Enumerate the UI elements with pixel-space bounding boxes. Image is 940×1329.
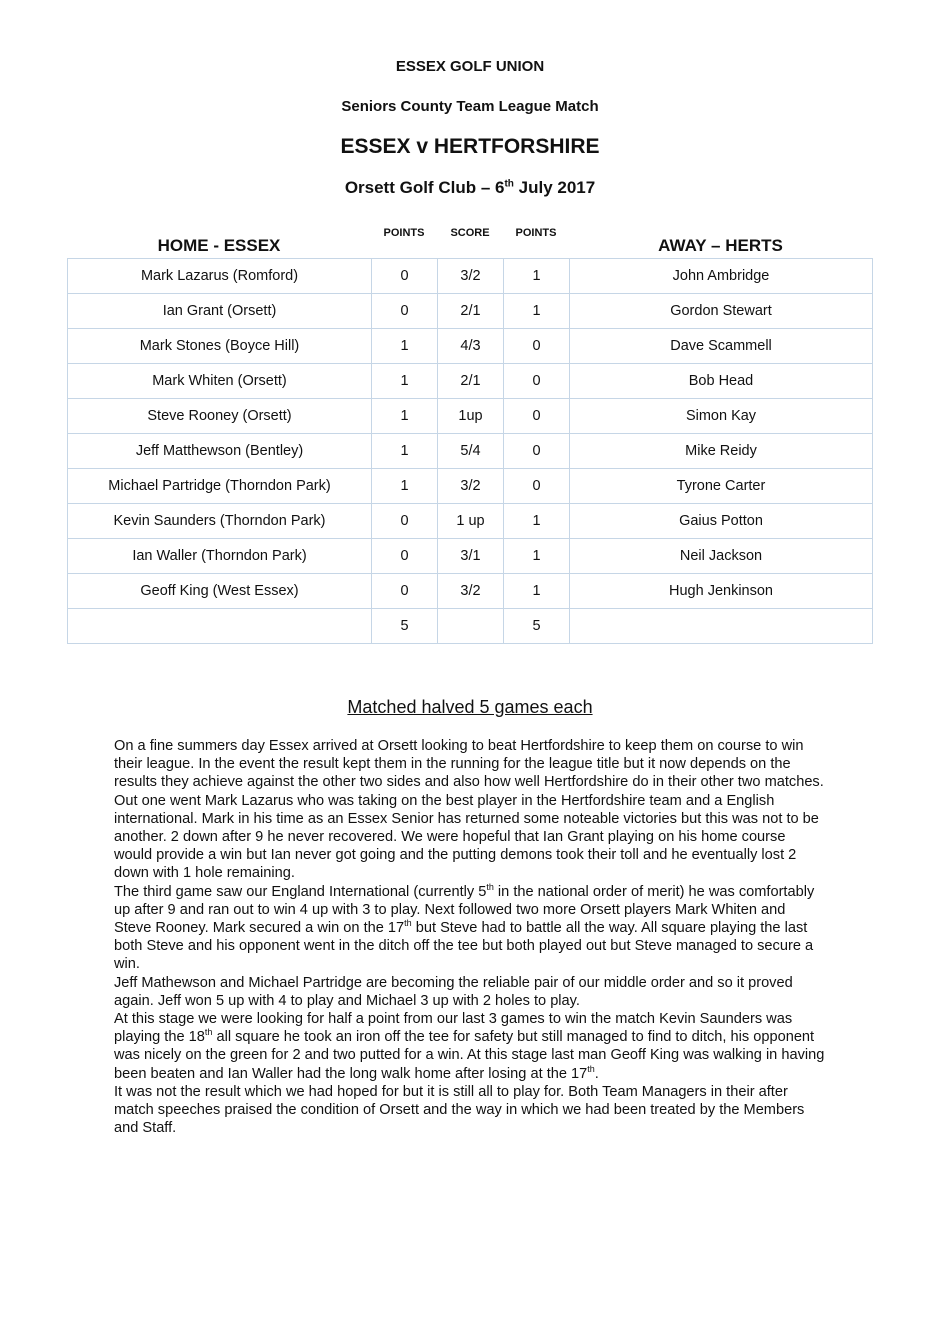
score-cell: 1 up	[438, 504, 504, 539]
ordinal-suffix: th	[204, 1027, 213, 1038]
score-cell	[438, 609, 504, 644]
away-points-cell: 0	[504, 329, 570, 364]
away-points-cell: 0	[504, 364, 570, 399]
report-text: The third game saw our England International (currently 5	[114, 883, 487, 900]
report-paragraph	[114, 1010, 826, 1083]
home-points-heading: POINTS	[383, 227, 425, 239]
ordinal-suffix: th	[404, 918, 412, 929]
results-table	[67, 258, 873, 644]
report-text: in the national order of merit) he was comfortably up after 9 and ran out to win 4 up with 3 to play. Next followed two more Orsett players Mark Whiten and Steve Rooney. Mark secured a win on the 17	[114, 883, 815, 937]
match-summary: Matched halved 5 games each	[347, 697, 593, 717]
home-player-cell: Mark Whiten (Orsett)	[68, 364, 372, 399]
away-points-cell: 0	[504, 399, 570, 434]
away-heading: AWAY – HERTS	[658, 236, 783, 255]
score-cell: 3/1	[438, 539, 504, 574]
score-cell: 3/2	[438, 259, 504, 294]
away-player-cell: Mike Reidy	[570, 434, 873, 469]
score-cell: 1up	[438, 399, 504, 434]
home-points-cell: 0	[372, 259, 438, 294]
table-row	[68, 259, 873, 294]
score-cell: 4/3	[438, 329, 504, 364]
home-points-cell: 0	[372, 574, 438, 609]
score-heading: SCORE	[450, 227, 490, 239]
home-player-cell: Michael Partridge (Thorndon Park)	[68, 469, 372, 504]
home-player-cell: Mark Lazarus (Romford)	[68, 259, 372, 294]
table-row	[68, 399, 873, 434]
home-points-cell: 0	[372, 539, 438, 574]
away-points-cell: 5	[504, 609, 570, 644]
score-cell: 2/1	[438, 294, 504, 329]
away-points-heading: POINTS	[515, 227, 557, 239]
score-cell: 5/4	[438, 434, 504, 469]
report-text: but Steve had to battle all the way. All square playing the last both Steve and his opponent went in the ditch off the tee but both played out but Steve managed to secure a win.	[114, 920, 814, 973]
away-player-cell: Simon Kay	[570, 399, 873, 434]
away-player-cell: Tyrone Carter	[570, 469, 873, 504]
away-player-cell: John Ambridge	[570, 259, 873, 294]
away-points-cell: 1	[504, 574, 570, 609]
fixture-title: ESSEX v HERTFORSHIRE	[340, 135, 600, 158]
table-row	[68, 539, 873, 574]
away-player-cell	[570, 609, 873, 644]
report-paragraph	[114, 883, 826, 974]
home-player-cell: Ian Grant (Orsett)	[68, 294, 372, 329]
venue-sup: th	[504, 178, 514, 190]
away-points-cell: 1	[504, 259, 570, 294]
competition-title: Seniors County Team League Match	[341, 98, 599, 115]
venue-prefix: Orsett Golf Club – 6	[344, 178, 505, 197]
union-title: ESSEX GOLF UNION	[395, 58, 545, 75]
away-points-cell: 1	[504, 294, 570, 329]
score-cell: 3/2	[438, 574, 504, 609]
home-player-cell: Jeff Matthewson (Bentley)	[68, 434, 372, 469]
away-points-cell: 0	[504, 469, 570, 504]
home-points-cell: 0	[372, 294, 438, 329]
home-player-cell: Ian Waller (Thorndon Park)	[68, 539, 372, 574]
table-row	[68, 434, 873, 469]
table-row	[68, 469, 873, 504]
report-paragraph: Jeff Mathewson and Michael Partridge are becoming the reliable pair of our middle order and so it proved again. Jeff won 5 up with 4 to play and Michael 3 up with 2 holes to play.	[114, 974, 793, 1009]
away-points-cell: 1	[504, 539, 570, 574]
ordinal-suffix: th	[486, 881, 494, 892]
report-paragraph: It was not the result which we had hoped for but it is still all to play for. Both Team Managers in their after match speeches praised the condition of Orsett and the way in which we had been treated by the Members and Staff.	[114, 1083, 805, 1137]
report-paragraph: On a fine summers day Essex arrived at Orsett looking to beat Hertfordshire to keep them on course to win their league. In the event the result kept them in the running for the league title but it now depends on the results they achieve against the other two sides and also how well Hertfordshire do in their other two matches.	[114, 738, 824, 791]
home-player-cell	[68, 609, 372, 644]
home-points-cell: 0	[372, 504, 438, 539]
away-player-cell: Hugh Jenkinson	[570, 574, 873, 609]
table-row	[68, 574, 873, 609]
table-row	[68, 504, 873, 539]
home-player-cell: Geoff King (West Essex)	[68, 574, 372, 609]
report-text: At this stage we were looking for half a point from our last 3 games to win the match Kevin Saunders was playing the 18	[114, 1011, 793, 1046]
table-row	[68, 364, 873, 399]
away-points-cell: 1	[504, 504, 570, 539]
away-points-cell: 0	[504, 434, 570, 469]
home-points-cell: 1	[372, 434, 438, 469]
totals-row	[68, 609, 873, 644]
table-row	[68, 294, 873, 329]
home-points-cell: 5	[372, 609, 438, 644]
home-points-cell: 1	[372, 329, 438, 364]
table-row	[68, 329, 873, 364]
away-player-cell: Gaius Potton	[570, 504, 873, 539]
venue-date	[0, 178, 940, 198]
report-text: .	[594, 1065, 599, 1082]
match-report	[114, 737, 826, 1137]
away-player-cell: Neil Jackson	[570, 539, 873, 574]
report-text: all square he took an iron off the tee for safety but still managed to find to ditch, his opponent was nicely on the green for 2 and two putted for a win. At this stage last man Geoff King was walking in having been beaten and Ian Waller had the long walk home after losing at the 17	[114, 1029, 825, 1082]
home-heading: HOME - ESSEX	[157, 236, 281, 255]
home-player-cell: Kevin Saunders (Thorndon Park)	[68, 504, 372, 539]
venue-suffix: July 2017	[513, 178, 596, 197]
away-player-cell: Dave Scammell	[570, 329, 873, 364]
home-points-cell: 1	[372, 364, 438, 399]
home-player-cell: Steve Rooney (Orsett)	[68, 399, 372, 434]
report-paragraph: Out one went Mark Lazarus who was taking on the best player in the Hertfordshire team and a English international. Mark in his time as an Essex Senior has returned some noteable victories but this was not to be another. 2 down after 9 he never recovered. We were hopeful that Ian Grant playing on his home course would provide a win but Ian never got going and the putting demons took their toll and he eventually lost 2 down with 1 hole remaining.	[114, 792, 819, 882]
away-player-cell: Gordon Stewart	[570, 294, 873, 329]
score-cell: 3/2	[438, 469, 504, 504]
ordinal-suffix: th	[587, 1063, 595, 1074]
home-points-cell: 1	[372, 469, 438, 504]
home-player-cell: Mark Stones (Boyce Hill)	[68, 329, 372, 364]
away-player-cell: Bob Head	[570, 364, 873, 399]
score-cell: 2/1	[438, 364, 504, 399]
home-points-cell: 1	[372, 399, 438, 434]
